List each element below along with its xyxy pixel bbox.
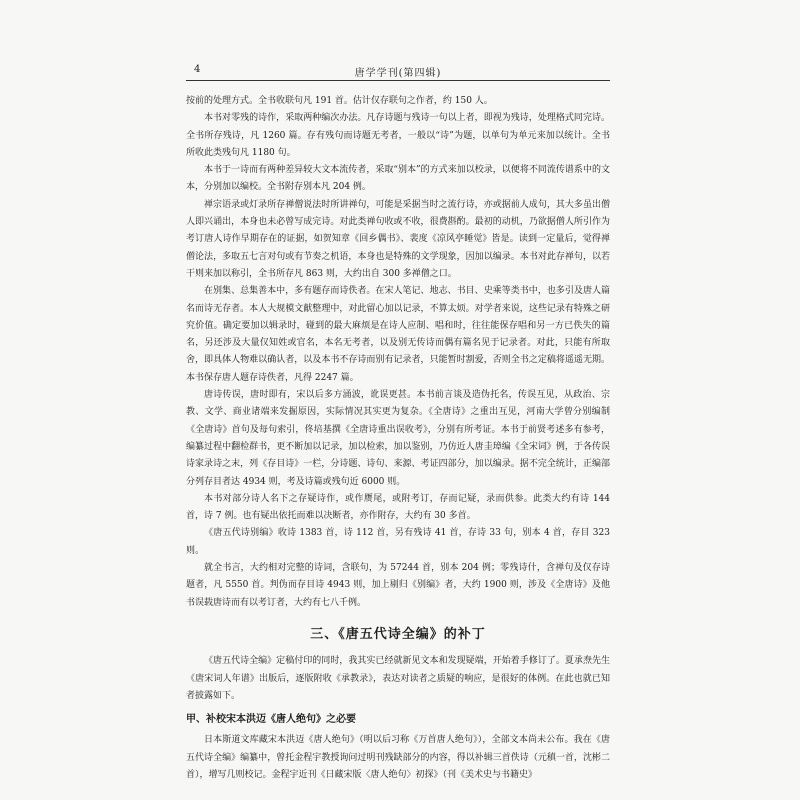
paragraph: 日本斯道文库藏宋本洪迈《唐人绝句》（明以后习称《万首唐人绝句》），全部文本尚未公布。我在《唐五代诗全编》编纂中，曾托金程宇教授询问过明刊残缺部分的内容，得以补辑三首佚诗（元稹一首，沈彬二首），增写几则校记。金程宇近刊《日藏宋版〈唐人绝句〉初探》（刊《美术史与书籍史》 [186,735,610,780]
running-header [186,62,610,81]
paragraph: 本书于一诗而有两种差异较大文本流传者，采取“别本”的方式来加以校录，以便将不同流传谱系中的文本，分别加以编校。全书附存别本凡 204 例。 [186,165,610,193]
paragraph: 唐诗传误，唐时即有，宋以后多方涌波，讹误更甚。本书前言谈及造伪托名，传误互见，从政治、宗教、文学、商业诸端来发掘原因，实际情况其实更为复杂。《全唐诗》之重出互见，河南大学曾分别编制《全唐诗》首句及每句索引，佟培基撰《全唐诗重出误收考》，分别有所考证。本书于前贤考述多有参考，编纂过程中翻检群书，更不断加以记录，加以检索，加以鉴别，乃仿近人唐圭璋编《全宋词》例，于各传误诗家录诗之末，列《存目诗》一栏，分诗题、诗句、来源、考证四部分，加以编录。据不完全统计，正编部分列存目者达 4934 则，考及诗篇或残句近 6000 则。 [186,390,610,487]
paragraph: 本书对零残的诗作，采取两种编次办法。凡存诗题与残诗一句以上者，即视为残诗，处理格式同完诗。全书所存残诗，凡 1260 篇。存有残句而诗题无考者，一般以“诗”为题，以单句为单元来加以统计。全书所收此类残句凡 1180 句。 [186,113,610,158]
paragraph: 在别集、总集善本中，多有题存而诗佚者。在宋人笔记、地志、书目、史乘等类书中，也多引及唐人篇名而诗无存者。本人大规模文献整理中，对此留心加以记录，不算太烦。对学者来说，这些记录有特殊之研究价值。确定要加以辑录时，碰到的最大麻烦是在诗人应制、唱和时，往往能保存唱和另一方已佚失的篇名，另还涉及大量仅知姓或官名，本名无考者，以及别无传诗而偶有篇名见于记录者。对此，只能有所取舍，即具体人物难以确认者，以及本书不存诗而别有记录者，只能暂时割爱，否则全书之定稿将遥遥无期。本书保存唐人题存诗佚者，凡得 2247 篇。 [186,286,610,383]
page-number: 4 [194,64,201,75]
paragraph: 就全书言，大约相对完整的诗词，含联句，为 57244 首，别本 204 例；零残诗什，含禅句及仅存诗题者，凡 5550 首。判伪而存目诗 4943 则，加上剔归《别编》者，大约 1900 则，涉及《全唐诗》及他书误载唐诗而有以考订者，大约有七八千例。 [186,563,610,608]
paragraph: 按前的处理方式。全书收联句凡 191 首。估计仅存联句之作者，约 150 人。 [186,96,493,106]
document-page [186,62,610,784]
section-heading: 三、《唐五代诗全编》的补丁 [310,626,486,642]
paragraph: 《唐五代诗别编》收诗 1383 首，诗 112 首，另有残诗 41 首，存诗 33 句，别本 4 首，存目 323 则。 [186,528,610,556]
paragraph: 本书对部分诗人名下之存疑诗作，或作赝尾，或附考订，存而记疑，录而供参。此类大约有诗 144 首，诗 7 例。也有疑出依托而难以决断者，亦作附存，大约有 30 多首。 [186,493,610,522]
paragraph: 禅宗语录或灯录所存禅僧说法时所讲禅句，可能是采据当时之流行诗，亦或据前人成句，其大多虽出僧人即兴诵出，本身也未必曾写成完诗。对此类禅句收或不收，很费斟酌。最初的动机，乃欲据僧人所引作为考订唐人诗作早期存在的证据，如贺知章《回乡偶书》、裴度《凉风亭睡觉》皆是。读到一定量后，觉得禅僧论法，多取五七言对句或有节奏之机语，本身也是特殊的文学现象，因加以编录。本书对此存禅句，以若干则来加以称引，全书所存凡 863 则，大约出自 300 多禅僧之口。 [186,199,610,279]
paragraph: 《唐五代诗全编》定稿付印的同时，我其实已经就新见文本和发现疑端，开始着手修订了。夏承焘先生《唐宋词人年谱》出版后，逐版附收《承教录》，表达对读者之质疑的响应，是很好的体例。在此也就已知者披露如下。 [186,656,610,701]
journal-title: 唐学学刊(第四辑) [354,68,442,79]
body-text [186,93,610,784]
subsection-heading: 甲、补校宋本洪迈《唐人绝句》之必要 [186,714,356,726]
